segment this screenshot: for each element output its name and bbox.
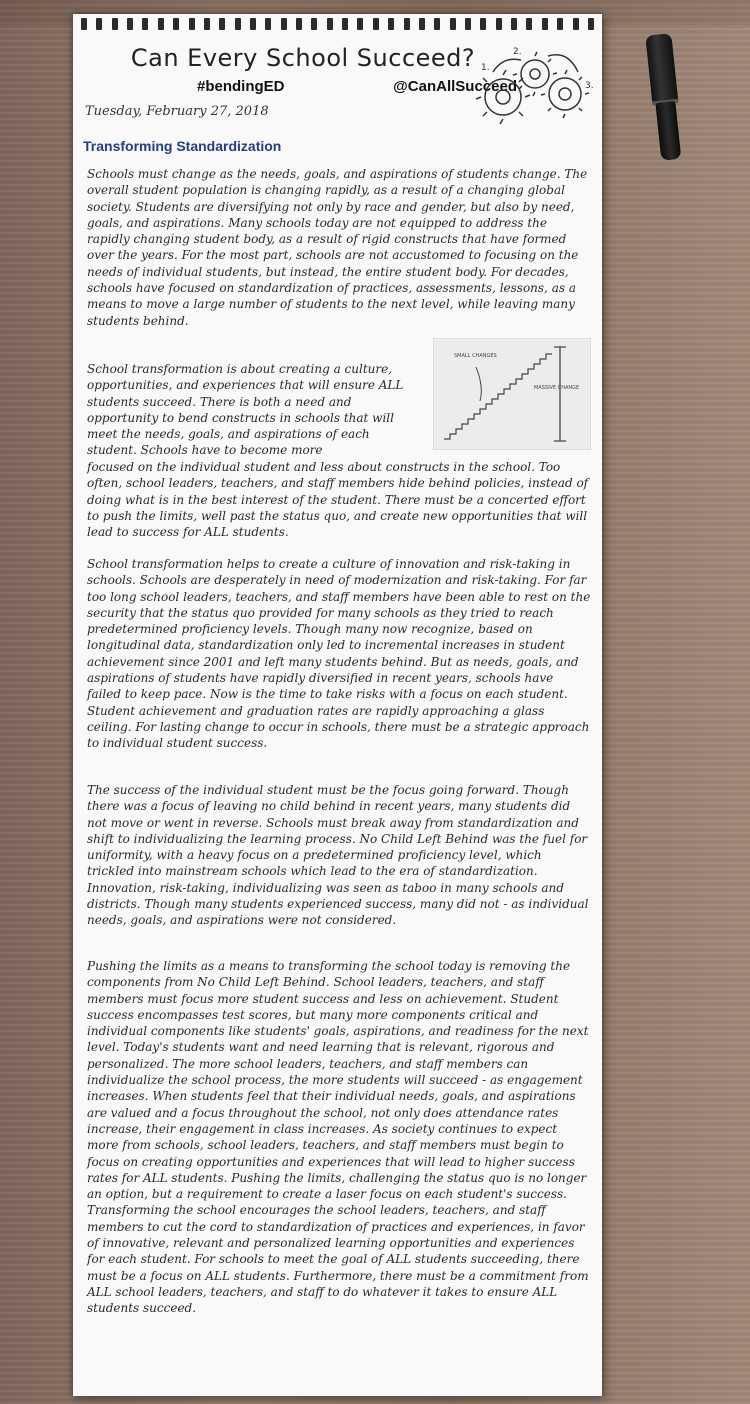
spiral-ring <box>465 18 471 30</box>
spiral-ring <box>189 18 195 30</box>
pen-image <box>639 32 692 165</box>
spiral-ring <box>342 18 348 30</box>
spiral-ring <box>235 18 241 30</box>
gear-number-1: 1. <box>481 63 490 73</box>
spiral-ring <box>373 18 379 30</box>
spiral-ring <box>588 18 594 30</box>
spiral-ring <box>265 18 271 30</box>
pen-body <box>655 101 681 161</box>
spiral-ring <box>81 18 87 30</box>
paragraph-5: Pushing the limits as a means to transforming the school today is removing the components from No Child Left Behind. School leaders, teachers, and staff members must focus more student success and less on achievement. Student success encompasses test scores, but many more components critical and individual components like students' goals, aspirations, and readiness for the next level. Today's students want and need learning that is relevant, rigorous and personalized. The more school leaders, teachers, and staff members can individualize the school process, the more students will succeed - as engagement increases. When students feel that their individual needs, goals, and aspirations are valued and a focus throughout the school, not only does attendance rates increase, their engagement in class increases. As society continues to expect more from schools, school leaders, teachers, and staff members must begin to focus on creating opportunities and experiences that will lead to higher success rates for ALL students. Pushing the limits, challenging the status quo is no longer an option, but a requirement to create a laser focus on each student's success. Transforming the school encourages the school leaders, teachers, and staff members to cut the cord to standardization of practices and experiences, in favor of innovative, relevant and personalized learning opportunities and experiences for each student. For schools to meet the goal of ALL students succeeding, there must be a focus on ALL students. Furthermore, there must be a commitment from ALL school leaders, teachers, and staff to do whatever it takes to ensure ALL students succeed. <box>87 959 589 1316</box>
spiral-ring <box>127 18 133 30</box>
spiral-ring <box>219 18 225 30</box>
spiral-ring <box>496 18 502 30</box>
spiral-ring <box>142 18 148 30</box>
spiral-ring <box>573 18 579 30</box>
post-date: Tuesday, February 27, 2018 <box>85 104 269 119</box>
spiral-ring <box>526 18 532 30</box>
spiral-ring <box>434 18 440 30</box>
spiral-ring <box>204 18 210 30</box>
spiral-ring <box>419 18 425 30</box>
spiral-ring <box>542 18 548 30</box>
tag-row <box>197 78 517 95</box>
spiral-ring <box>450 18 456 30</box>
page-title: Can Every School Succeed? <box>130 44 476 72</box>
paragraph-2-continued: focused on the individual student and less about constructs in the school. Too often, school leaders, teachers, and staff members hide behind policies, instead of doing what is in the best interest of the student. There must be a concerted effort to push the limits, well past the status quo, and create new opportunities that will lead to success for ALL students. <box>87 460 589 540</box>
spiral-ring <box>480 18 486 30</box>
pen-cap <box>645 33 678 105</box>
spiral-ring <box>173 18 179 30</box>
spiral-ring <box>557 18 563 30</box>
spiral-ring <box>96 18 102 30</box>
section-title: Transforming Standardization <box>83 138 282 154</box>
gear-number-2: 2. <box>513 47 522 57</box>
twitter-handle: @CanAllSucceed <box>393 78 517 95</box>
spiral-ring <box>327 18 333 30</box>
hashtag: #bendingED <box>197 78 285 95</box>
paragraph-4: The success of the individual student must be the focus going forward. Though there was a focus of leaving no child behind in recent years, many students did not move or went in reverse. Schools must break away from standardization and shift to individualizing the learning process. No Child Left Behind was the fuel for uniformity, with a heavy focus on a predetermined proficiency level, which trickled into mainstream schools which lead to the era of standardization. Innovation, risk-taking, individualizing was seen as taboo in many schools and districts. Though many students experienced success, many did not - as individual needs, goals, and aspirations were not considered. <box>87 783 589 928</box>
spiral-binding <box>73 18 602 32</box>
sketch-label-small: SMALL CHANGES <box>454 353 497 359</box>
spiral-ring <box>404 18 410 30</box>
spiral-ring <box>511 18 517 30</box>
spiral-ring <box>357 18 363 30</box>
sketch-label-massive: MASSIVE CHANGE <box>534 385 580 391</box>
spiral-ring <box>388 18 394 30</box>
spiral-ring <box>296 18 302 30</box>
staircase-sketch <box>433 338 591 450</box>
spiral-ring <box>158 18 164 30</box>
spiral-ring <box>112 18 118 30</box>
paragraph-1: Schools must change as the needs, goals, and aspirations of students change. The overall student population is changing rapidly, as a result of a changing global society. Students are diversifying not only by race and gender, but also by need, goals, and aspirations. Many schools today are not equipped to address the rapidly changing student body, as a result of rigid constructs that have formed over the years. For the most part, schools are not accustomed to focusing on the needs of individual students, but instead, the entire student body. For decades, schools have focused on standardization of practices, assessments, lessons, as a means to move a large number of students to the next level, while leaving many students behind. <box>87 167 588 328</box>
spiral-ring <box>281 18 287 30</box>
gear-number-3: 3. <box>585 81 594 91</box>
gears-icon <box>473 42 598 132</box>
paragraph-2-start: School transformation is about creating a culture, opportunities, and experiences that will ensure ALL students succeed. There is both a need and opportunity to bend constructs in schools that will meet the needs, goals, and aspirations of each student. Schools have to become more <box>87 362 404 458</box>
notebook-page <box>73 14 602 1396</box>
spiral-ring <box>311 18 317 30</box>
paragraph-3: School transformation helps to create a culture of innovation and risk-taking in schools. Schools are desperately in need of modernization and risk-taking. For far too long school leaders, teachers, and staff members have been able to rest on the security that the status quo provided for many schools as they tried to reach predetermined proficiency levels. Though many now recognize, based on longitudinal data, standardization only led to incremental increases in student achievement since 2001 and left many students behind. But as needs, goals, and aspirations of students have rapidly diversified in recent years, schools have failed to keep pace. Now is the time to take risks with a focus on each student. Student achievement and graduation rates are rapidly approaching a glass ceiling. For lasting change to occur in schools, there must be a strategic approach to individual student success. <box>87 557 591 751</box>
spiral-ring <box>250 18 256 30</box>
